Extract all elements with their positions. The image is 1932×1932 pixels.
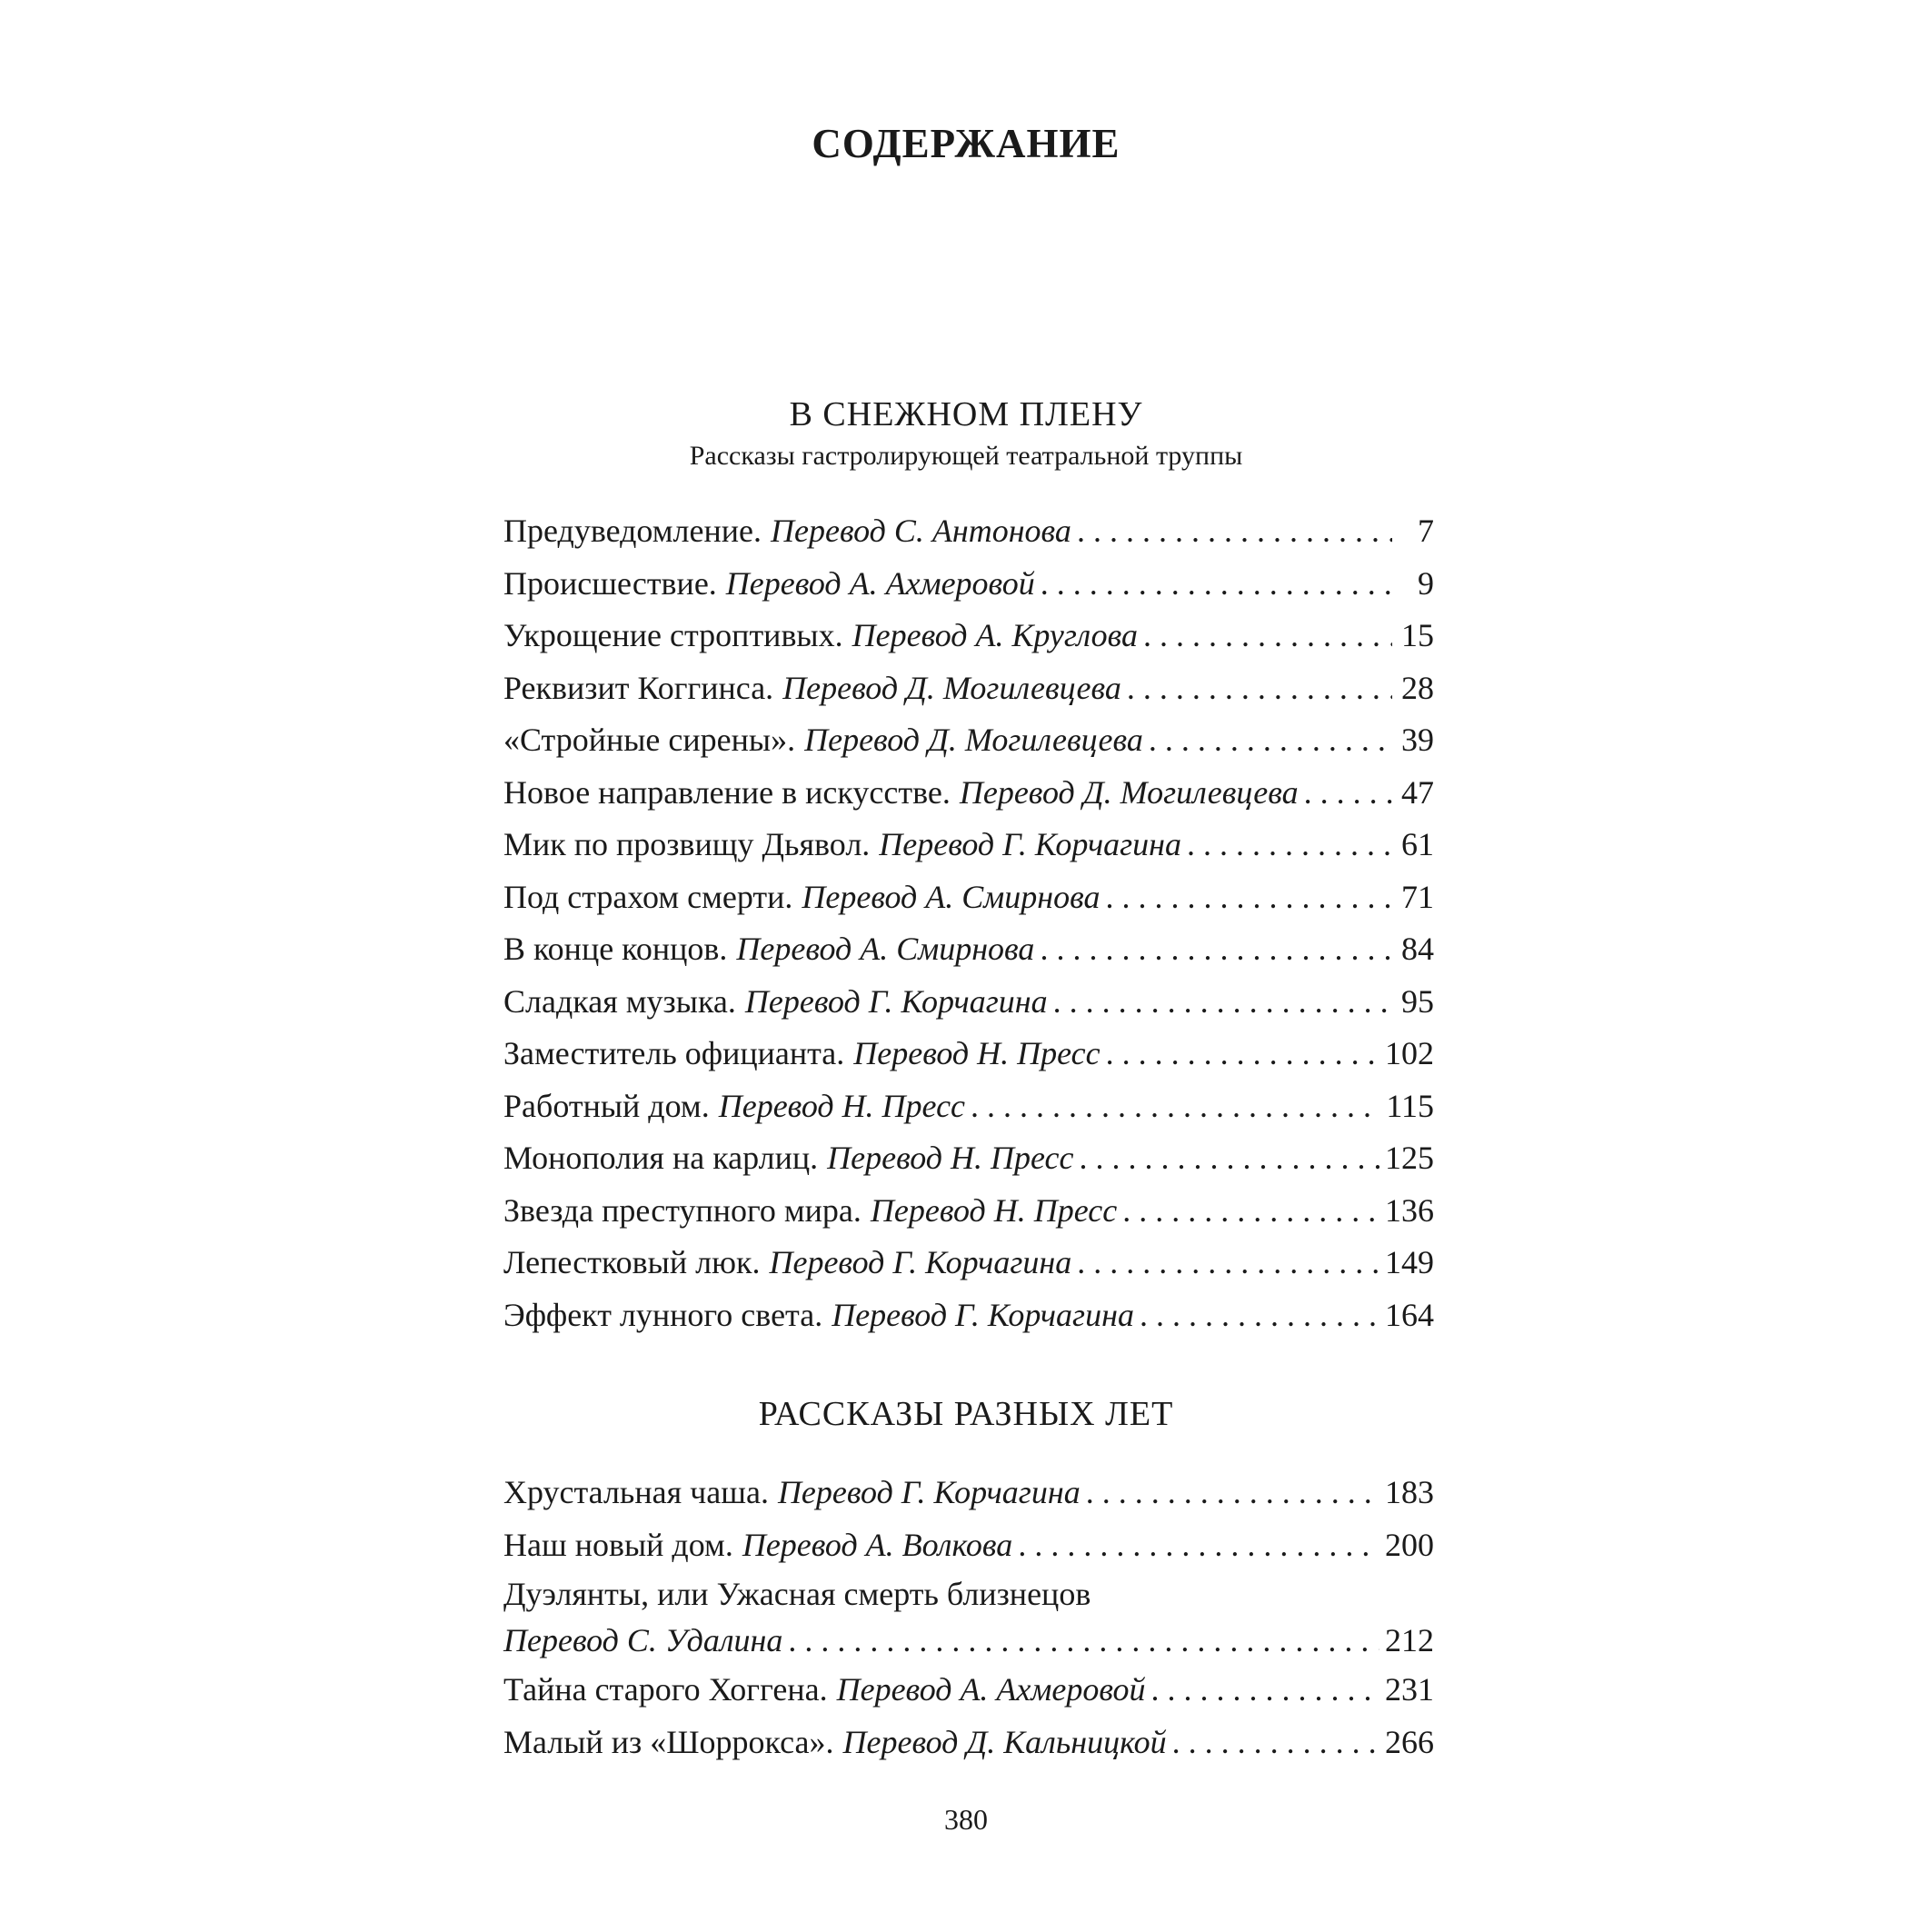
- dot-leader: [1187, 819, 1392, 871]
- dot-leader: [1172, 1717, 1379, 1769]
- dot-leader: [1143, 610, 1392, 662]
- toc-entry[interactable]: [503, 1717, 1434, 1769]
- entry-translator: Перевод А. Ахмеровой: [836, 1671, 1146, 1708]
- entry-title: Работный дом.: [503, 1087, 710, 1124]
- dot-leader: [1140, 1290, 1379, 1342]
- toc-entry[interactable]: [503, 714, 1434, 767]
- entry-translator: Перевод Н. Пресс: [827, 1140, 1074, 1176]
- entry-page: 9: [1418, 564, 1434, 602]
- dot-leader: [1077, 505, 1392, 558]
- dot-leader: [1040, 923, 1392, 976]
- toc-entry[interactable]: [503, 819, 1434, 871]
- toc-entry[interactable]: [503, 1571, 1434, 1664]
- entry-title: Под страхом смерти.: [503, 878, 793, 915]
- entry-page: 61: [1401, 826, 1434, 862]
- entry-title: Реквизит Коггинса.: [503, 669, 774, 706]
- dot-leader: [1086, 1467, 1379, 1519]
- entry-title: Лепестковый люк.: [503, 1244, 761, 1280]
- entry-translator: Перевод Н. Пресс: [718, 1087, 966, 1124]
- dot-leader: [971, 1081, 1380, 1133]
- toc-entry[interactable]: [503, 1185, 1434, 1238]
- entry-translator: Перевод Н. Пресс: [870, 1191, 1118, 1229]
- entry-page: 125: [1385, 1140, 1434, 1176]
- page-title: СОДЕРЖАНИЕ: [812, 121, 1120, 166]
- dot-leader: [1105, 871, 1392, 924]
- entry-translator: Перевод А. Круглова: [851, 617, 1138, 653]
- dot-leader: [1149, 714, 1392, 767]
- entry-translator: Перевод Г. Корчагина: [777, 1474, 1081, 1510]
- entry-translator: Перевод А. Смирнова: [802, 878, 1100, 915]
- entry-page: 102: [1385, 1035, 1434, 1071]
- toc-entry[interactable]: [503, 1237, 1434, 1290]
- entry-line2: [503, 1617, 1434, 1664]
- toc-entry[interactable]: [503, 871, 1434, 924]
- entry-page: 47: [1401, 773, 1434, 811]
- dot-leader: [788, 1617, 1379, 1664]
- entry-translator: Перевод Г. Корчагина: [832, 1296, 1134, 1333]
- toc-entry[interactable]: [503, 1290, 1434, 1342]
- entry-title: Новое направление в искусстве.: [503, 773, 951, 811]
- entry-title: Происшествие.: [503, 564, 717, 602]
- toc-entry[interactable]: [503, 1132, 1434, 1185]
- dot-leader: [1041, 558, 1392, 611]
- entry-page: 28: [1401, 669, 1434, 706]
- section-title-snow: В СНЕЖНОМ ПЛЕНУ: [789, 395, 1143, 433]
- entry-page: 231: [1385, 1671, 1434, 1708]
- entry-title: Заместитель официанта.: [503, 1035, 845, 1071]
- entry-page: 183: [1385, 1474, 1434, 1510]
- page-number: 380: [944, 1803, 988, 1836]
- entry-title: Мик по прозвищу Дьявол.: [503, 826, 871, 862]
- dot-leader: [1053, 976, 1392, 1029]
- entry-title: В конце концов.: [503, 931, 728, 967]
- toc-entry[interactable]: [503, 1519, 1434, 1572]
- toc-entry[interactable]: [503, 505, 1434, 558]
- entry-page: 212: [1385, 1622, 1434, 1658]
- entry-page: 15: [1401, 617, 1434, 653]
- toc-entry[interactable]: [503, 1467, 1434, 1519]
- toc-entry[interactable]: [503, 767, 1434, 820]
- dot-leader: [1077, 1237, 1379, 1290]
- section-subtitle-snow: Рассказы гастролирующей театральной труппы: [689, 441, 1243, 471]
- entry-page: 200: [1385, 1526, 1434, 1563]
- entry-page: 71: [1401, 878, 1434, 915]
- entry-page: 266: [1385, 1723, 1434, 1760]
- section-title-various: РАССКАЗЫ РАЗНЫХ ЛЕТ: [758, 1395, 1174, 1433]
- toc-entry[interactable]: [503, 1081, 1434, 1133]
- toc-entry[interactable]: [503, 976, 1434, 1029]
- entry-translator: Перевод Д. Могилевцева: [804, 722, 1143, 758]
- entry-page: 115: [1386, 1087, 1434, 1124]
- entry-translator: Перевод Г. Корчагина: [769, 1244, 1072, 1280]
- entry-translator: Перевод С. Удалина: [503, 1622, 783, 1658]
- entry-title: «Стройные сирены».: [503, 722, 796, 758]
- entry-title: Дуэлянты, или Ужасная смерть близнецов: [503, 1576, 1091, 1612]
- entry-page: 39: [1401, 722, 1434, 758]
- toc-entry[interactable]: [503, 1664, 1434, 1717]
- entry-translator: Перевод А. Ахмеровой: [725, 564, 1035, 602]
- entry-title: Укрощение строптивых.: [503, 617, 843, 653]
- entry-translator: Перевод Д. Могилевцева: [782, 669, 1121, 706]
- entry-title: Наш новый дом.: [503, 1526, 733, 1563]
- entry-title: Малый из «Шоррокса».: [503, 1723, 834, 1760]
- toc-entry[interactable]: [503, 923, 1434, 976]
- dot-leader: [1018, 1519, 1379, 1572]
- dot-leader: [1106, 1028, 1379, 1081]
- toc-list-section1: [503, 505, 1434, 1341]
- dot-leader: [1122, 1185, 1379, 1238]
- entry-title: Монополия на карлиц.: [503, 1140, 819, 1176]
- entry-page: 95: [1401, 982, 1434, 1020]
- entry-translator: Перевод Г. Корчагина: [879, 826, 1182, 862]
- entry-translator: Перевод А. Смирнова: [736, 931, 1035, 967]
- toc-entry[interactable]: [503, 662, 1434, 715]
- entry-page: 149: [1385, 1244, 1434, 1280]
- entry-title: Предуведомление.: [503, 513, 762, 549]
- toc-entry[interactable]: [503, 558, 1434, 611]
- entry-translator: Перевод Г. Корчагина: [744, 982, 1048, 1020]
- dot-leader: [1151, 1664, 1379, 1717]
- dot-leader: [1079, 1132, 1379, 1185]
- dot-leader: [1304, 767, 1392, 820]
- entry-page: 164: [1385, 1296, 1434, 1333]
- entry-title: Эффект лунного света.: [503, 1296, 823, 1333]
- entry-title: Звезда преступного мира.: [503, 1191, 861, 1229]
- entry-title: Хрустальная чаша.: [503, 1474, 769, 1510]
- entry-translator: Перевод Д. Кальницкой: [842, 1723, 1167, 1760]
- entry-page: 136: [1385, 1191, 1434, 1229]
- toc-entry[interactable]: [503, 610, 1434, 662]
- entry-title: Сладкая музыка.: [503, 982, 736, 1020]
- entry-translator: Перевод А. Волкова: [742, 1526, 1013, 1563]
- toc-entry[interactable]: [503, 1028, 1434, 1081]
- entry-translator: Перевод Д. Могилевцева: [959, 773, 1299, 811]
- entry-translator: Перевод С. Антонова: [770, 513, 1071, 549]
- toc-list-section2: [503, 1467, 1434, 1768]
- dot-leader: [1127, 662, 1392, 715]
- entry-title: Тайна старого Хоггена.: [503, 1671, 828, 1708]
- entry-page: 84: [1401, 931, 1434, 967]
- entry-page: 7: [1418, 513, 1434, 549]
- entry-translator: Перевод Н. Пресс: [853, 1035, 1100, 1071]
